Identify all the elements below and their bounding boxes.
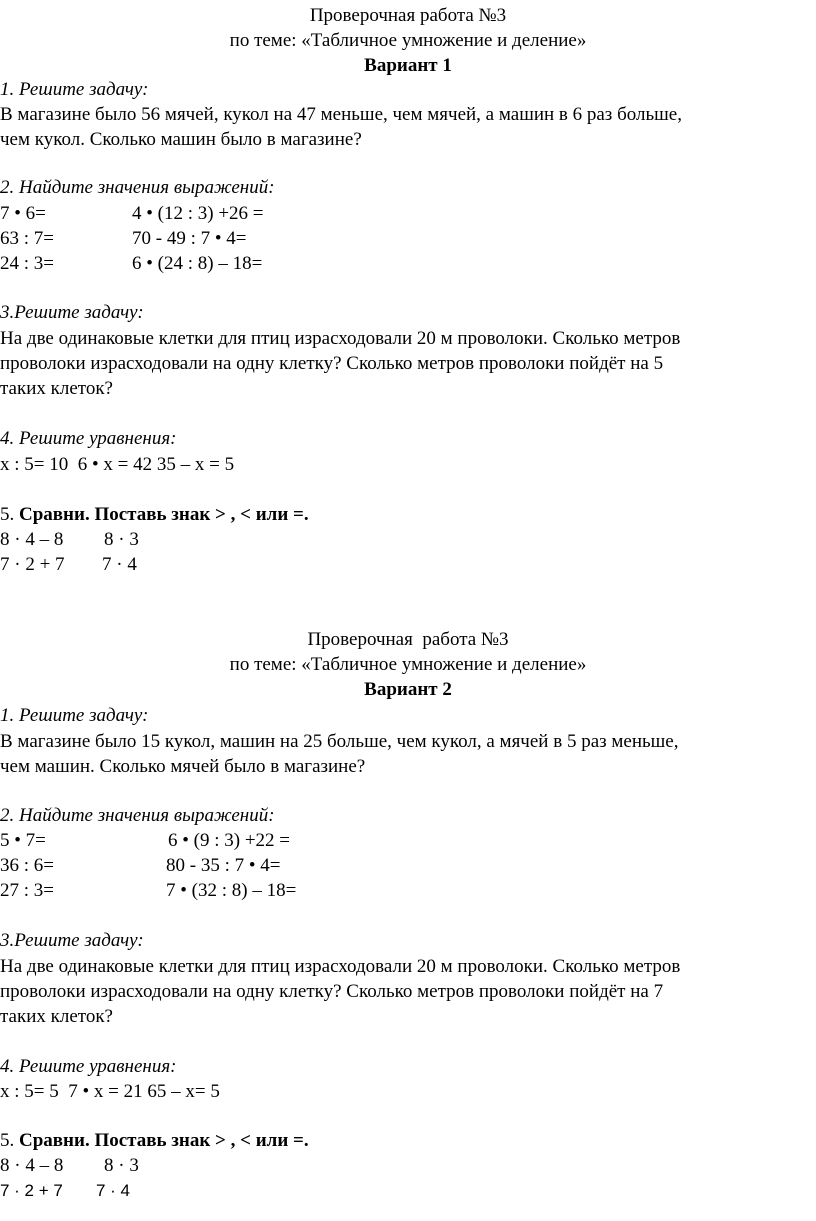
variant1-task5-heading-row — [0, 502, 309, 527]
variant2-task5-heading-row — [0, 1128, 309, 1153]
variant2-compare-left: 8 · 4 – 8 — [0, 1155, 64, 1176]
variant2-task3-text-line1: На две одинаковые клетки для птиц израсходовали 20 м проволоки. Сколько метров — [0, 956, 681, 977]
variant2-task1-text-line1: В магазине было 15 кукол, машин на 25 больше, чем кукол, а мячей в 5 раз меньше, — [0, 731, 679, 752]
variant2-expr-right: 7 • (32 : 8) – 18= — [166, 880, 297, 901]
variant1-task5-number: 5. — [0, 504, 19, 525]
variant1-task1-text-line1: В магазине было 56 мячей, кукол на 47 меньше, чем мячей, а машин в 6 раз больше, — [0, 104, 682, 125]
variant2-title: Проверочная работа №3 — [307, 629, 509, 650]
variant1-compare-right: 7 · 4 — [102, 554, 137, 575]
variant2-label: Вариант 2 — [364, 679, 452, 700]
variant1-task2-heading: 2. Найдите значения выражений: — [0, 177, 275, 198]
variant1-task3-heading: 3.Решите задачу: — [0, 302, 144, 323]
variant2-expr-right: 80 - 35 : 7 • 4= — [166, 855, 281, 876]
variant2-task4-heading: 4. Решите уравнения: — [0, 1056, 177, 1077]
variant2-expr-left: 5 • 7= — [0, 830, 46, 851]
variant2-task3-text-line2: проволоки израсходовали на одну клетку? Сколько метров проволоки пойдёт на 7 — [0, 981, 664, 1002]
variant1-expr-right: 6 • (24 : 8) – 18= — [132, 253, 263, 274]
variant2-task4-equations: х : 5= 5 7 • х = 21 65 – х= 5 — [0, 1081, 220, 1102]
variant1-task1-heading: 1. Решите задачу: — [0, 79, 149, 100]
variant2-task1-text-line2: чем машин. Сколько мячей было в магазине? — [0, 756, 366, 777]
variant1-task4-equations: х : 5= 10 6 • х = 42 35 – х = 5 — [0, 454, 235, 475]
variant1-expr-left: 7 • 6= — [0, 203, 46, 224]
variant1-compare-right: 8 · 3 — [104, 529, 139, 550]
variant1-task3-text-line2: проволоки израсходовали на одну клетку? Сколько метров проволоки пойдёт на 5 — [0, 353, 664, 374]
variant2-compare-right: 7 · 4 — [96, 1181, 131, 1200]
variant1-task3-text-line1: На две одинаковые клетки для птиц израсходовали 20 м проволоки. Сколько метров — [0, 328, 681, 349]
variant1-compare-left: 7 · 2 + 7 — [0, 554, 65, 575]
variant2-task2-heading: 2. Найдите значения выражений: — [0, 805, 275, 826]
variant1-expr-right: 4 • (12 : 3) +26 = — [132, 203, 264, 224]
variant1-expr-left: 24 : 3= — [0, 253, 54, 274]
variant1-title: Проверочная работа №3 — [309, 5, 507, 26]
variant1-task5-heading: Сравни. Поставь знак > , < или =. — [19, 504, 309, 525]
variant2-task5-heading: Сравни. Поставь знак > , < или =. — [19, 1130, 309, 1151]
variant1-task3-text-line3: таких клеток? — [0, 378, 113, 399]
variant1-task4-heading: 4. Решите уравнения: — [0, 428, 177, 449]
variant2-task5-number: 5. — [0, 1130, 19, 1151]
variant2-topic: по теме: «Табличное умножение и деление» — [229, 654, 587, 675]
variant2-expr-right: 6 • (9 : 3) +22 = — [168, 830, 291, 851]
variant2-task1-heading: 1. Решите задачу: — [0, 705, 149, 726]
variant1-compare-left: 8 · 4 – 8 — [0, 529, 64, 550]
variant2-task3-heading: 3.Решите задачу: — [0, 930, 144, 951]
variant1-topic: по теме: «Табличное умножение и деление» — [229, 30, 587, 51]
variant2-expr-left: 36 : 6= — [0, 855, 54, 876]
variant1-label: Вариант 1 — [364, 55, 452, 76]
variant1-expr-right: 70 - 49 : 7 • 4= — [132, 228, 247, 249]
variant2-compare-left: 7 · 2 + 7 — [0, 1181, 63, 1200]
variant2-compare-right: 8 · 3 — [104, 1155, 139, 1176]
variant2-expr-left: 27 : 3= — [0, 880, 54, 901]
variant1-expr-left: 63 : 7= — [0, 228, 54, 249]
variant2-task3-text-line3: таких клеток? — [0, 1006, 113, 1027]
variant1-task1-text-line2: чем кукол. Сколько машин было в магазине? — [0, 129, 362, 150]
